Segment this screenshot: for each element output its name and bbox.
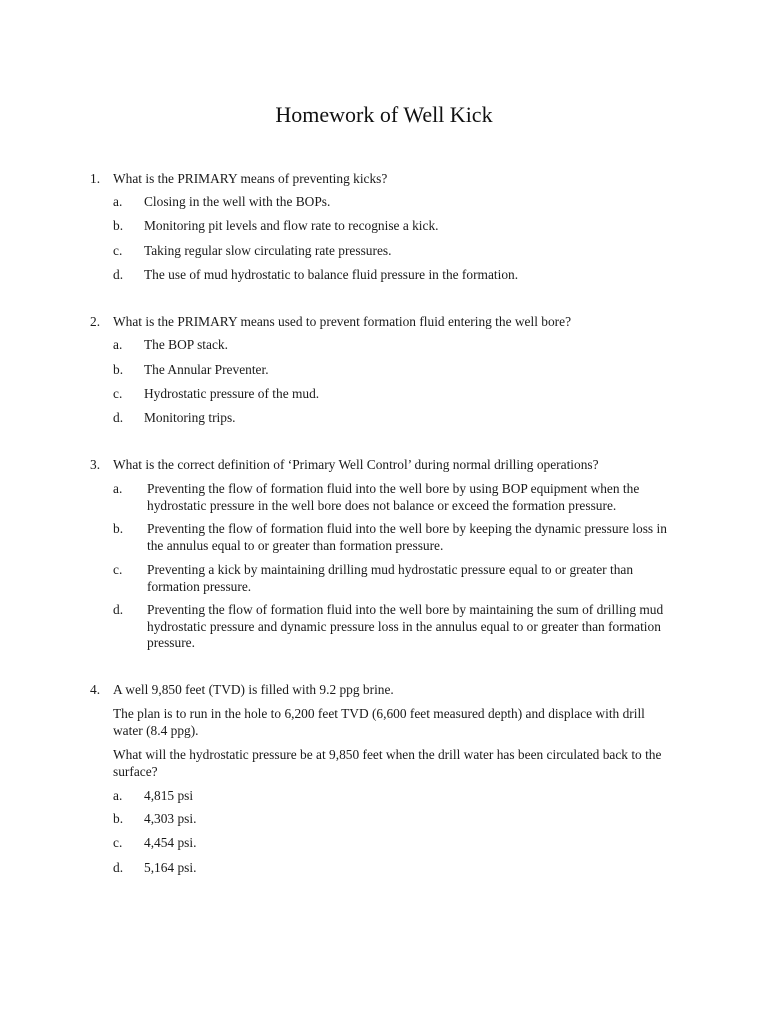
option-text: The Annular Preventer. <box>144 362 269 377</box>
option-letter: c. <box>113 835 123 850</box>
option-text: 4,303 psi. <box>144 811 197 826</box>
question-text: A well 9,850 feet (TVD) is filled with 9.2 ppg brine. <box>113 682 394 697</box>
option-text: 5,164 psi. <box>144 860 197 875</box>
option-letter: d. <box>113 860 124 875</box>
option-text: Taking regular slow circulating rate pressures. <box>144 243 392 258</box>
question-4-paragraph-2: What will the hydrostatic pressure be at 9,850 feet when the drill water has been circulated back to the surface? <box>113 747 662 779</box>
option-letter: d. <box>113 267 124 282</box>
option-letter: d. <box>113 602 124 617</box>
option-text: Hydrostatic pressure of the mud. <box>144 386 320 401</box>
option-text: Preventing a kick by maintaining drilling mud hydrostatic pressure equal to or greater than formation pressure. <box>147 562 634 594</box>
question-text: What is the correct definition of ‘Primary Well Control’ during normal drilling operations? <box>113 457 599 472</box>
option-text: The BOP stack. <box>144 337 228 352</box>
question-text: What is the PRIMARY means used to prevent formation fluid entering the well bore? <box>113 314 572 329</box>
option-text: 4,815 psi <box>144 788 194 803</box>
option-letter: c. <box>113 243 123 258</box>
option-text: Preventing the flow of formation fluid into the well bore by keeping the dynamic pressure loss in the annulus equal to or greater than formation pressure. <box>147 521 667 553</box>
option-text: Preventing the flow of formation fluid into the well bore by using BOP equipment when the hydrostatic pressure in the well bore does not balance or exceed the formation pressure. <box>147 481 640 513</box>
question-number: 3. <box>90 457 101 472</box>
option-letter: a. <box>113 337 123 352</box>
option-text: 4,454 psi. <box>144 835 197 850</box>
option-letter: a. <box>113 194 123 209</box>
page-title: Homework of Well Kick <box>275 102 493 127</box>
option-letter: c. <box>113 386 123 401</box>
question-text: What is the PRIMARY means of preventing kicks? <box>113 171 388 186</box>
question-4-paragraph-1: The plan is to run in the hole to 6,200 feet TVD (6,600 feet measured depth) and displace with drill water (8.4 ppg). <box>113 706 645 738</box>
option-text: Preventing the flow of formation fluid into the well bore by maintaining the sum of drilling mud hydrostatic pressure and dynamic pressure loss in the annulus equal to or greater than formation pressure. <box>147 602 664 650</box>
option-letter: c. <box>113 562 123 577</box>
option-text: The use of mud hydrostatic to balance fluid pressure in the formation. <box>144 267 519 282</box>
question-number: 4. <box>90 682 101 697</box>
option-letter: b. <box>113 521 124 536</box>
option-text: Closing in the well with the BOPs. <box>144 194 331 209</box>
question-number: 2. <box>90 314 101 329</box>
option-letter: a. <box>113 788 123 803</box>
option-letter: b. <box>113 362 124 377</box>
option-letter: b. <box>113 811 124 826</box>
option-letter: b. <box>113 218 124 233</box>
option-text: Monitoring trips. <box>144 410 236 425</box>
question-number: 1. <box>90 171 101 186</box>
option-text: Monitoring pit levels and flow rate to recognise a kick. <box>144 218 439 233</box>
option-letter: a. <box>113 481 123 496</box>
option-letter: d. <box>113 410 124 425</box>
